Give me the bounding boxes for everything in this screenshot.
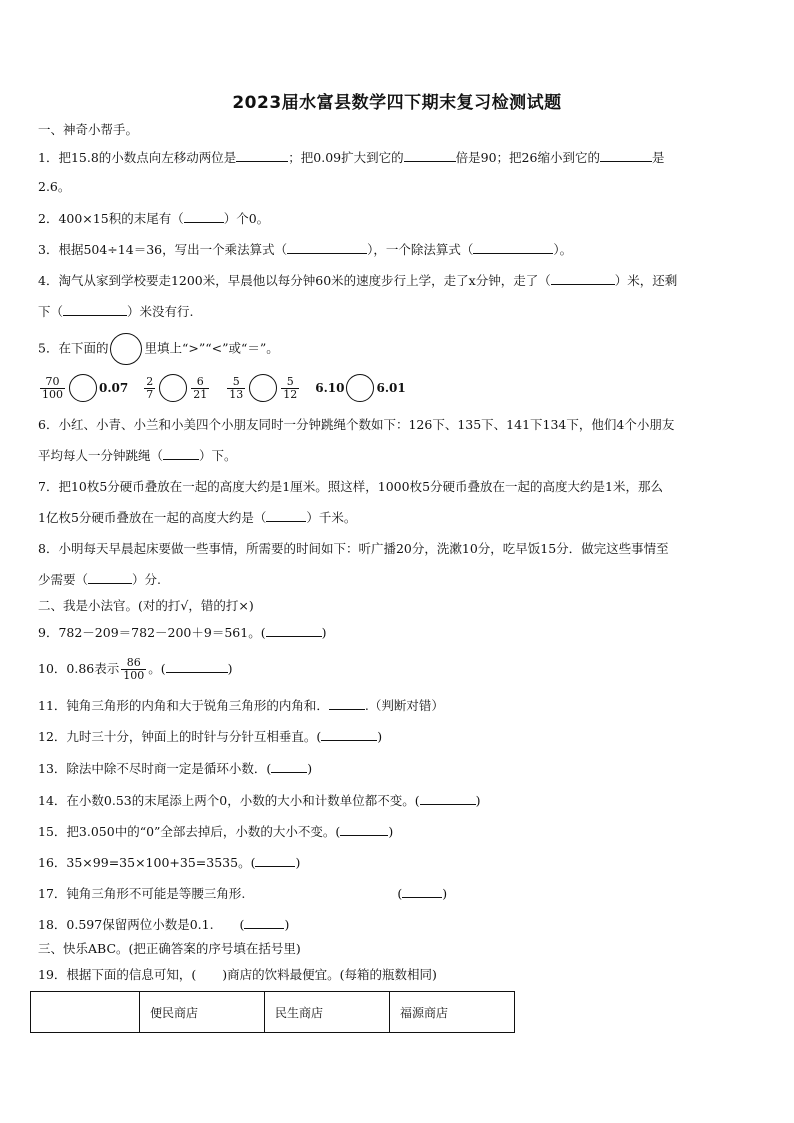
answer-blank[interactable] <box>255 853 295 867</box>
table-cell: 福源商店 <box>390 992 515 1033</box>
question-10: 10．0.86表示 $\frac{86}{100}$ 。( ) <box>38 656 233 682</box>
question-1: 1．把15.8的小数点向左移动两位是 ；把0.09扩大到它的 倍是90；把26缩小到它的 是 <box>38 150 665 165</box>
question-14: 14．在小数0.53的末尾添上两个0，小数的大小和计数单位都不变。( ) <box>38 793 481 808</box>
answer-blank[interactable] <box>166 659 228 673</box>
page-title: 2023届水富县数学四下期末复习检测试题 <box>232 93 562 113</box>
answer-blank[interactable] <box>600 148 652 162</box>
table-row <box>31 992 515 1033</box>
answer-blank[interactable] <box>473 240 553 254</box>
question-4: 4．淘气从家到学校要走1200米，早晨他以每分钟60米的速度步行上学，走了x分钟，走了（ ）米，还剩 <box>38 273 678 288</box>
answer-blank[interactable] <box>266 508 306 522</box>
question-18: 18．0.597保留两位小数是0.1. ( ) <box>38 917 290 932</box>
question-2: 2．400×15积的末尾有（ ）个0。 <box>38 211 270 226</box>
fraction: $\frac{5}{13}$ <box>229 374 244 401</box>
question-7-cont: 1亿枚5分硬币叠放在一起的高度大约是（ ）千米。 <box>38 510 357 525</box>
comparison-item <box>225 374 301 402</box>
fraction: $\frac{70}{100}$ <box>42 374 63 401</box>
question-13: 13．除法中除不尽时商一定是循环小数．( ) <box>38 761 313 776</box>
fraction: $\frac{5}{12}$ <box>283 374 298 401</box>
question-3: 3．根据504÷14＝36，写出一个乘法算式（ ），一个除法算式（ ）。 <box>38 242 573 257</box>
shop-table <box>30 991 515 1033</box>
answer-blank[interactable] <box>340 822 388 836</box>
question-6-cont: 平均每人一分钟跳绳（ ）下。 <box>38 448 237 463</box>
question-17: 17．钝角三角形不可能是等腰三角形. ( ) <box>38 886 448 901</box>
compare-circle <box>110 333 142 365</box>
fraction: $\frac{2}{7}$ <box>146 374 154 401</box>
answer-blank[interactable] <box>163 446 199 460</box>
compare-circle[interactable] <box>249 374 277 402</box>
answer-blank[interactable] <box>244 915 284 929</box>
question-1-cont: 2.6。 <box>38 179 71 194</box>
fraction: $\frac{86}{100}$ <box>123 656 145 682</box>
answer-blank[interactable] <box>184 209 224 223</box>
section-1-heading: 一、神奇小帮手。 <box>38 122 139 137</box>
answer-blank[interactable] <box>402 884 442 898</box>
compare-circle[interactable] <box>346 374 374 402</box>
question-5: 5．在下面的 里填上“>”“<”或“＝”。 <box>38 333 758 365</box>
answer-blank[interactable] <box>329 696 365 710</box>
answer-blank[interactable] <box>63 302 127 316</box>
question-8-cont: 少需要（ ）分. <box>38 572 161 587</box>
fraction: $\frac{6}{21}$ <box>193 374 208 401</box>
comparison-item <box>142 374 211 402</box>
answer-blank[interactable] <box>271 759 307 773</box>
table-cell: 民生商店 <box>265 992 390 1033</box>
question-19: 19．根据下面的信息可知，( )商店的饮料最便宜。(每箱的瓶数相同) <box>38 967 437 982</box>
question-11: 11．钝角三角形的内角和大于锐角三角形的内角和． .（判断对错） <box>38 698 444 713</box>
table-cell <box>31 992 140 1033</box>
question-12: 12．九时三十分，钟面上的时针与分针互相垂直。( ) <box>38 729 383 744</box>
answer-blank[interactable] <box>266 623 322 637</box>
comparison-item: $\frac{70}{100}$ 0.07 <box>42 374 129 401</box>
table-cell: 便民商店 <box>140 992 265 1033</box>
answer-blank[interactable] <box>236 148 288 162</box>
question-6: 6．小红、小青、小兰和小美四个小朋友同时一分钟跳绳个数如下：126下、135下、141下134下，他们4个小朋友 <box>38 417 675 432</box>
section-2-heading: 二、我是小法官。(对的打√，错的打×) <box>38 598 254 613</box>
compare-circle[interactable] <box>159 374 187 402</box>
compare-circle[interactable] <box>69 374 97 402</box>
answer-blank[interactable] <box>321 727 377 741</box>
comparison-item: 6.10 6.01 <box>315 374 405 402</box>
answer-blank[interactable] <box>287 240 367 254</box>
answer-blank[interactable] <box>551 271 615 285</box>
answer-blank[interactable] <box>420 791 476 805</box>
question-15: 15．把3.050中的“0”全部去掉后，小数的大小不变。( ) <box>38 824 394 839</box>
question-16: 16．35×99=35×100+35=3535。( ) <box>38 855 301 870</box>
answer-blank[interactable] <box>404 148 456 162</box>
question-7: 7．把10枚5分硬币叠放在一起的高度大约是1厘米。照这样，1000枚5分硬币叠放在一起的高度大约是1米，那么 <box>38 479 663 494</box>
question-9: 9．782－209＝782－200＋9＝561。( ) <box>38 625 327 640</box>
answer-blank[interactable] <box>88 570 132 584</box>
comparison-row <box>38 372 420 404</box>
section-3-heading: 三、快乐ABC。(把正确答案的序号填在括号里) <box>38 941 301 956</box>
question-8: 8．小明每天早晨起床要做一些事情，所需要的时间如下：听广播20分，洗漱10分，吃早饭15分．做完这些事情至 <box>38 541 669 556</box>
question-4-cont: 下（ ）米没有行. <box>38 304 194 319</box>
